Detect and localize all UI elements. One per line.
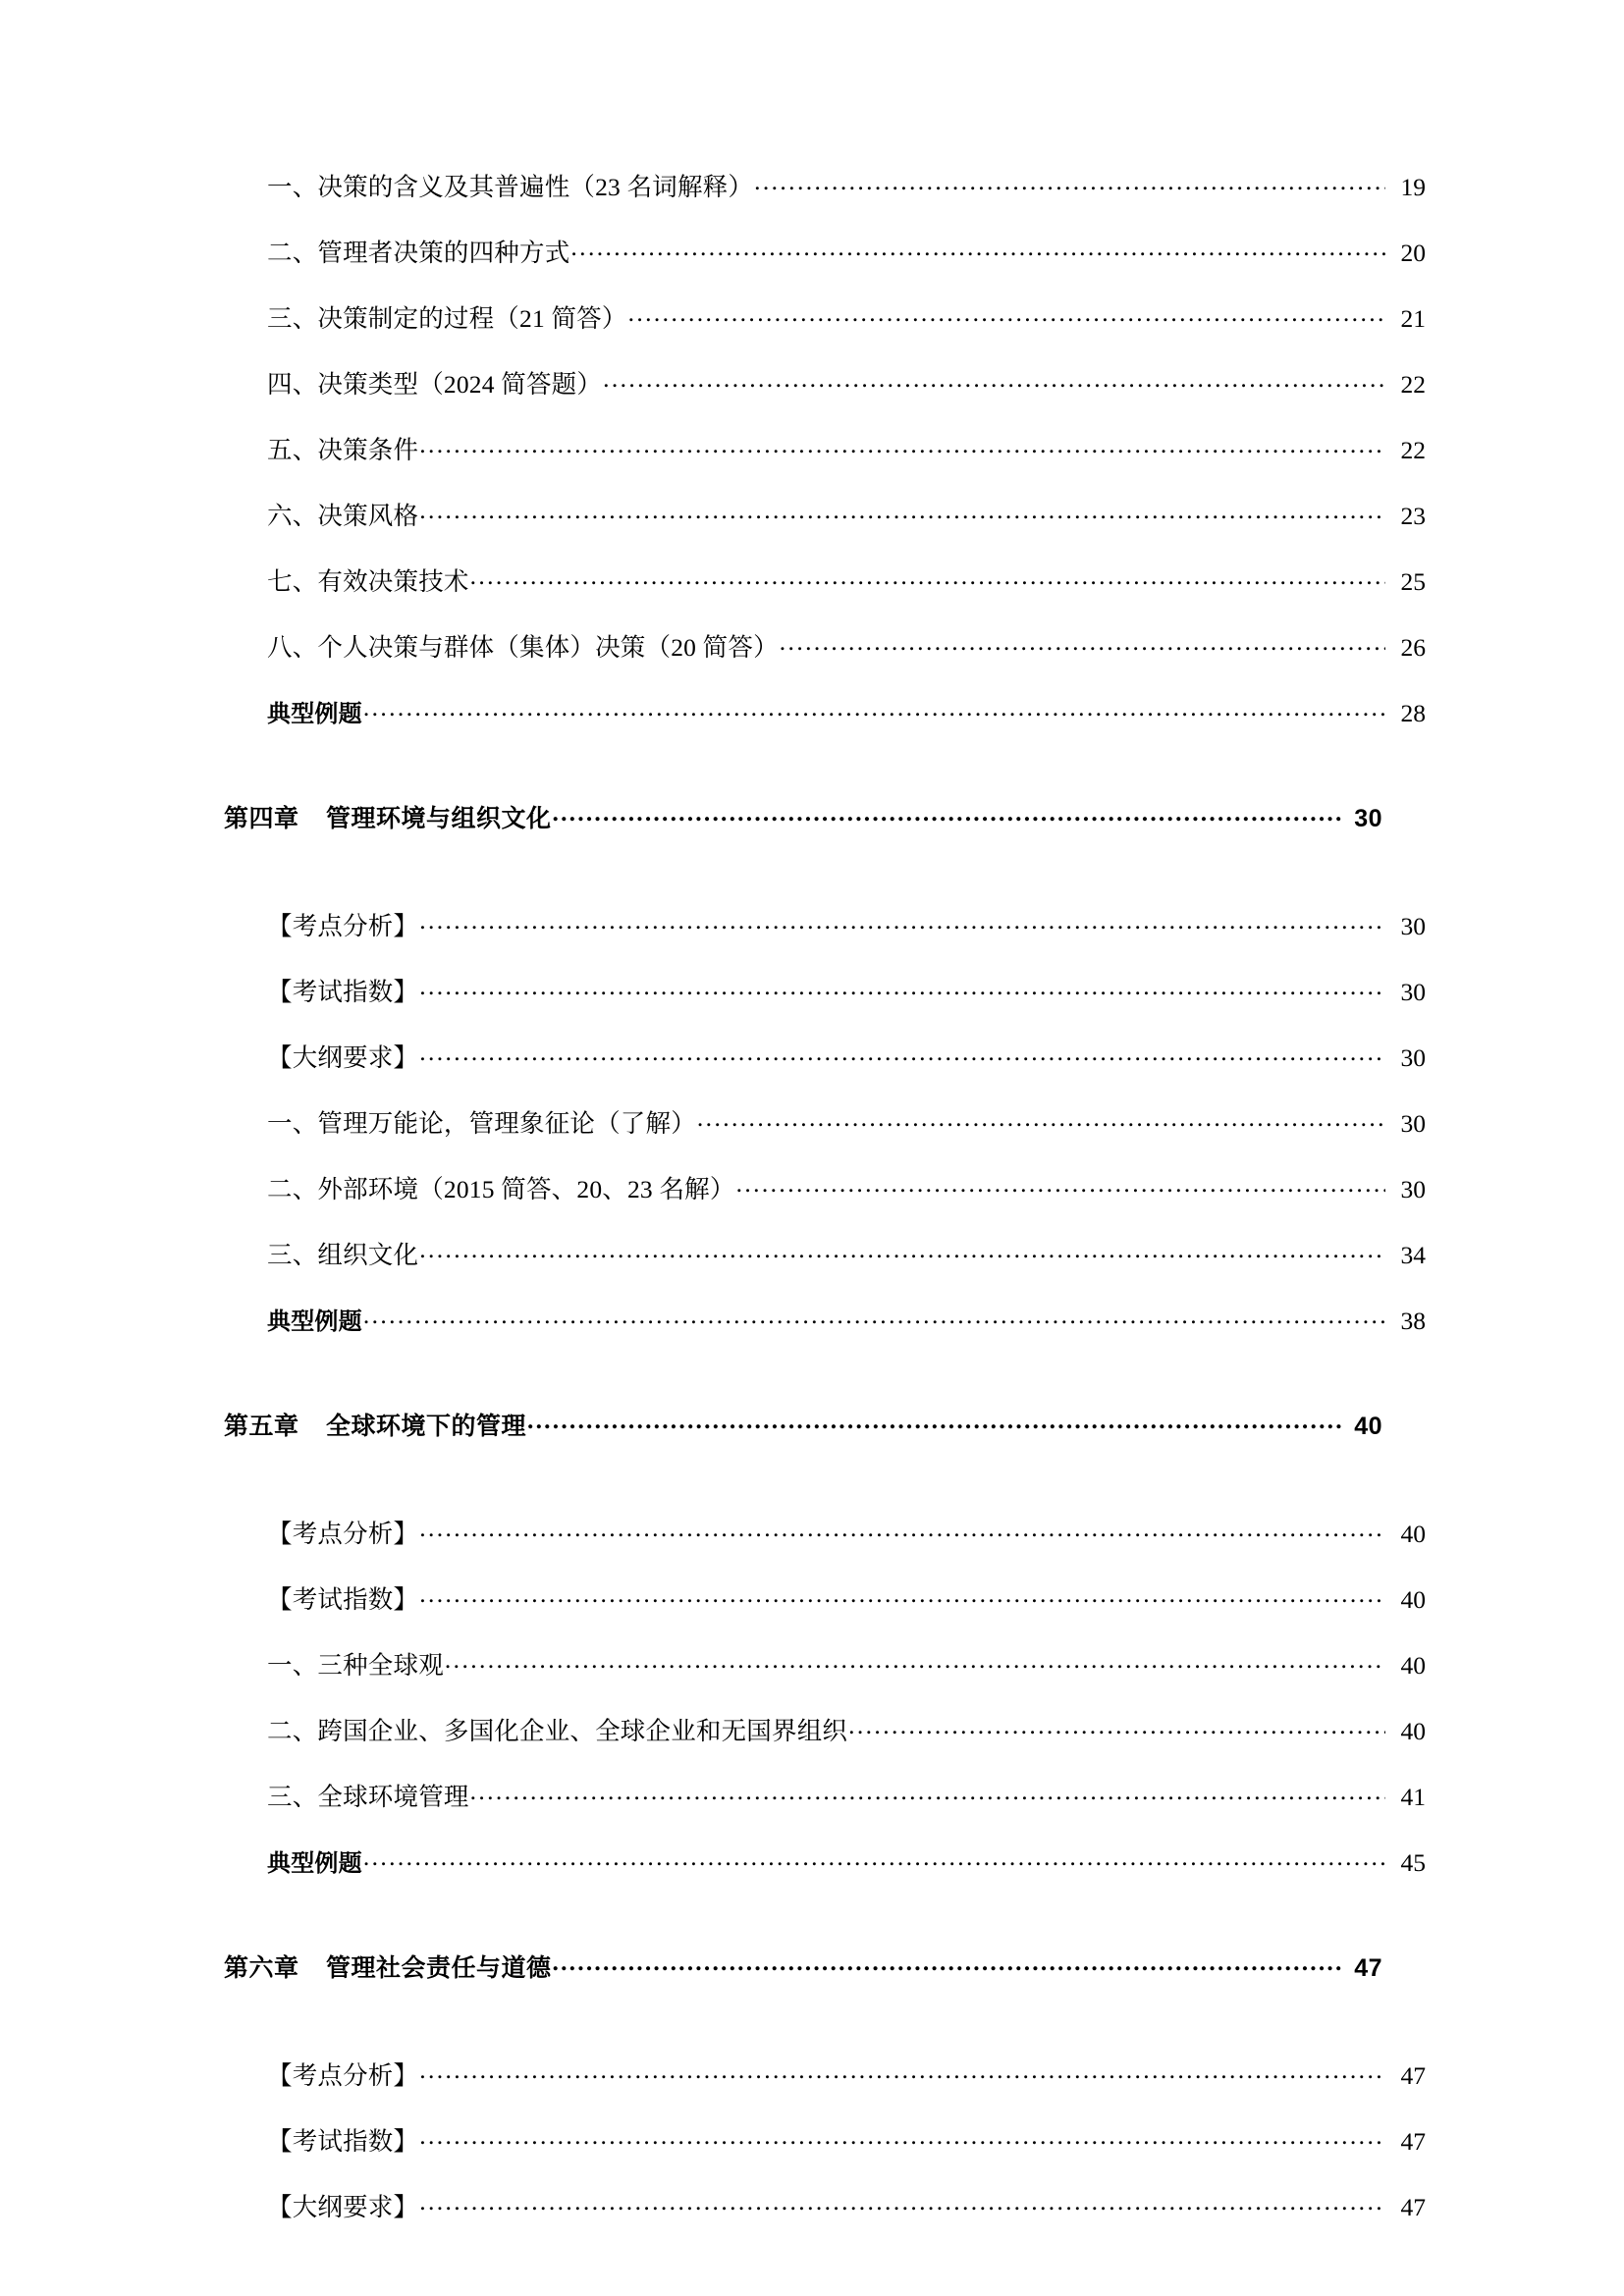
toc-entry-label: 三、决策制定的过程（21 简答） (267, 304, 627, 333)
toc-dot-leader (848, 1724, 1385, 1739)
toc-dot-leader (363, 1313, 1385, 1329)
toc-page-number: 26 (1400, 633, 1426, 662)
toc-dot-leader (419, 919, 1385, 934)
toc-dot-leader (419, 2200, 1385, 2216)
toc-dot-leader (736, 1182, 1385, 1198)
toc-page-number: 30 (1354, 805, 1382, 832)
toc-page-number: 22 (1400, 370, 1426, 399)
toc-page-number: 22 (1400, 436, 1426, 464)
toc-page-number: 21 (1400, 304, 1426, 333)
toc-entry-row[interactable] (224, 1587, 1426, 1653)
toc-entry-label: 二、管理者决策的四种方式 (267, 239, 570, 267)
toc-page-number: 20 (1400, 239, 1426, 267)
toc-chapter-number: 第五章 (224, 1413, 299, 1440)
toc-entry-label: 典型例题 (267, 1308, 362, 1335)
toc-page-number: 47 (1400, 2061, 1426, 2090)
toc-dot-leader (628, 311, 1385, 327)
toc-page-number: 41 (1400, 1783, 1426, 1811)
toc-page-number: 30 (1400, 1043, 1426, 1072)
toc-entry-label: 典型例题 (267, 1850, 362, 1877)
toc-dot-leader (419, 2134, 1385, 2150)
toc-chapter-number: 第六章 (224, 1954, 299, 1982)
toc-entry-label: 一、三种全球观 (267, 1651, 444, 1680)
toc-entry-row[interactable] (224, 1719, 1426, 1785)
toc-entry-row[interactable] (224, 1045, 1426, 1111)
toc-entry-row[interactable] (224, 1177, 1426, 1243)
toc-page-number: 47 (1400, 2127, 1426, 2156)
toc-entry-row[interactable] (224, 504, 1426, 569)
toc-entry-row[interactable] (224, 240, 1426, 306)
toc-page-number: 30 (1400, 1109, 1426, 1138)
toc-page-number: 45 (1400, 1848, 1426, 1877)
toc-entry-row[interactable] (224, 2195, 1426, 2261)
toc-page-number: 25 (1400, 567, 1426, 596)
toc-chapter-label (224, 1956, 552, 1981)
toc-page-number: 38 (1400, 1307, 1426, 1335)
toc-entry-row[interactable] (224, 175, 1426, 240)
toc-dot-leader (419, 1592, 1385, 1608)
toc-page-number: 40 (1400, 1651, 1426, 1680)
toc-entry-row[interactable] (224, 569, 1426, 635)
toc-entry-label: 一、管理万能论，管理象征论（了解） (267, 1109, 696, 1138)
toc-chapter-title: 全球环境下的管理 (326, 1413, 527, 1440)
toc-entry-label: 【考试指数】 (267, 1585, 419, 1614)
toc-entry-label: 【考试指数】 (267, 2127, 419, 2156)
toc-page-number: 40 (1400, 1520, 1426, 1548)
toc-dot-leader (697, 1116, 1385, 1132)
toc-dot-leader (419, 1248, 1385, 1263)
toc-entry-label: 七、有效决策技术 (267, 567, 469, 596)
toc-page-number: 28 (1400, 699, 1426, 727)
toc-dot-leader (553, 1960, 1342, 1976)
toc-entry-row[interactable] (224, 635, 1426, 701)
toc-entry-row[interactable] (224, 914, 1426, 980)
toc-dot-leader (570, 245, 1385, 261)
toc-chapter-number: 第四章 (224, 805, 299, 832)
toc-page-number: 40 (1400, 1717, 1426, 1745)
toc-dot-leader (419, 508, 1385, 524)
toc-entry-label: 典型例题 (267, 701, 362, 727)
toc-entry-label: 二、跨国企业、多国化企业、全球企业和无国界组织 (267, 1717, 848, 1745)
toc-entry-label: 【考试指数】 (267, 978, 419, 1006)
toc-entry-label: 六、决策风格 (267, 502, 419, 530)
toc-entry-label: 【考点分析】 (267, 2061, 419, 2090)
toc-entry-row[interactable] (224, 1850, 1426, 1916)
toc-chapter-row[interactable] (224, 1956, 1382, 2025)
toc-entry-row[interactable] (224, 1522, 1426, 1587)
toc-page-number: 47 (1354, 1954, 1382, 1982)
toc-entry-label: 八、个人决策与群体（集体）决策（20 简答） (267, 633, 779, 662)
toc-entry-label: 三、全球环境管理 (267, 1783, 469, 1811)
toc-dot-leader (527, 1418, 1342, 1434)
toc-entry-row[interactable] (224, 372, 1426, 438)
toc-dot-leader (419, 443, 1385, 458)
toc-entry-row[interactable] (224, 2063, 1426, 2129)
toc-entry-label: 一、决策的含义及其普遍性（23 名词解释） (267, 173, 754, 201)
toc-entry-label: 二、外部环境（2015 简答、20、23 名解） (267, 1175, 735, 1203)
toc-page-number: 34 (1400, 1241, 1426, 1269)
toc-entry-label: 【考点分析】 (267, 912, 419, 940)
toc-entry-row[interactable] (224, 306, 1426, 372)
toc-entry-row[interactable] (224, 1111, 1426, 1177)
toc-page-number: 40 (1400, 1585, 1426, 1614)
toc-entry-row[interactable] (224, 1243, 1426, 1308)
toc-entry-label: 三、组织文化 (267, 1241, 419, 1269)
toc-dot-leader (603, 377, 1385, 393)
toc-entry-row[interactable] (224, 980, 1426, 1045)
toc-page-number: 30 (1400, 1175, 1426, 1203)
toc-dot-leader (445, 1658, 1385, 1674)
toc-entry-row[interactable] (224, 1653, 1426, 1719)
toc-dot-leader (754, 180, 1385, 195)
toc-entry-label: 【大纲要求】 (267, 1043, 419, 1072)
toc-dot-leader (470, 1789, 1385, 1805)
toc-page-number: 47 (1400, 2193, 1426, 2221)
toc-chapter-row[interactable] (224, 807, 1382, 876)
toc-entry-label: 五、决策条件 (267, 436, 419, 464)
toc-dot-leader (419, 1050, 1385, 1066)
toc-chapter-row[interactable] (224, 1415, 1382, 1483)
toc-entry-row[interactable] (224, 438, 1426, 504)
toc-chapter-label (224, 807, 552, 831)
toc-page-number: 40 (1354, 1413, 1382, 1440)
toc-chapter-title: 管理环境与组织文化 (326, 805, 552, 832)
toc-entry-label: 【大纲要求】 (267, 2193, 419, 2221)
toc-entry-row[interactable] (224, 701, 1426, 767)
toc-entry-row[interactable] (224, 2129, 1426, 2195)
toc-dot-leader (419, 1526, 1385, 1542)
toc-dot-leader (780, 640, 1385, 656)
toc-page-number: 23 (1400, 502, 1426, 530)
toc-chapter-title: 管理社会责任与道德 (326, 1954, 552, 1982)
toc-entry-label: 【考点分析】 (267, 1520, 419, 1548)
toc-entry-row[interactable] (224, 1308, 1426, 1374)
table-of-contents (224, 173, 1426, 2261)
toc-page-number: 30 (1400, 912, 1426, 940)
toc-page-number: 30 (1400, 978, 1426, 1006)
toc-page-number: 19 (1400, 173, 1426, 201)
toc-dot-leader (363, 1855, 1385, 1871)
toc-dot-leader (553, 811, 1342, 827)
toc-dot-leader (419, 985, 1385, 1000)
toc-chapter-label (224, 1415, 526, 1439)
toc-entry-label: 四、决策类型（2024 简答题） (267, 370, 603, 399)
toc-dot-leader (419, 2068, 1385, 2084)
toc-dot-leader (470, 574, 1385, 590)
toc-dot-leader (363, 706, 1385, 721)
toc-entry-row[interactable] (224, 1785, 1426, 1850)
